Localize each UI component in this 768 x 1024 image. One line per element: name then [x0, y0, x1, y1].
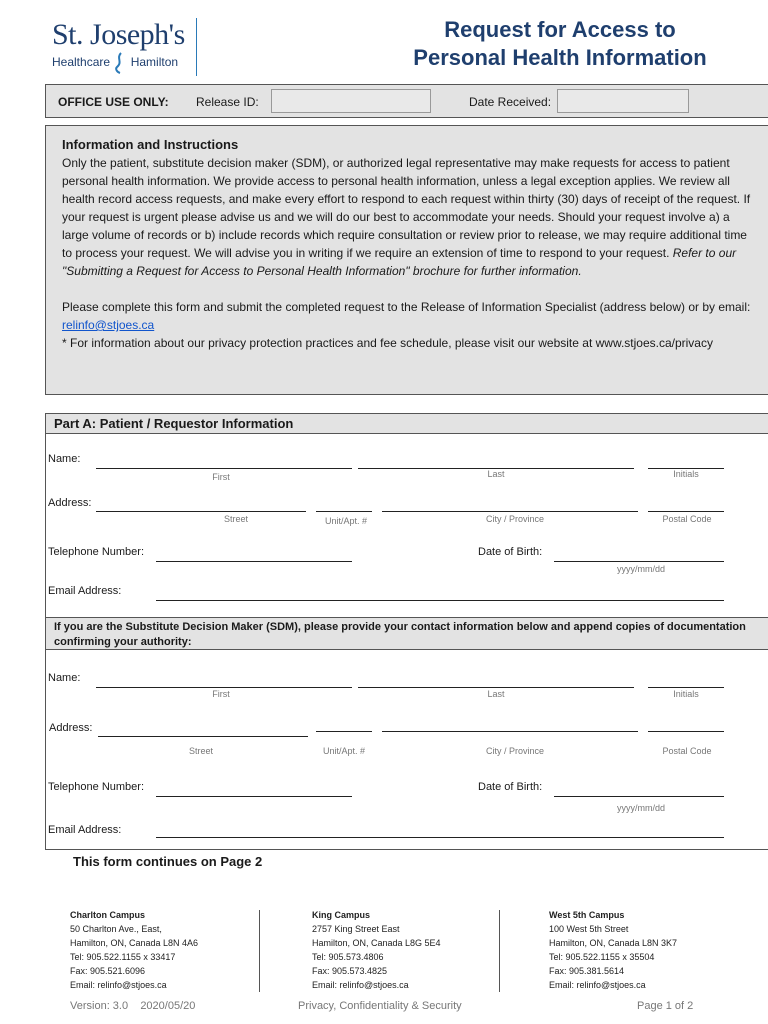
instructions-heading: Information and Instructions — [62, 137, 239, 152]
campus-line: 100 West 5th Street — [549, 924, 629, 934]
campus-line: Email: relinfo@stjoes.ca — [312, 980, 409, 990]
patient-name-label: Name: — [48, 453, 81, 465]
continues-note: This form continues on Page 2 — [73, 854, 263, 869]
patient-first-name-field[interactable] — [96, 468, 352, 469]
sdm-name-label: Name: — [48, 672, 81, 684]
sdm-city-caption: City / Province — [485, 746, 545, 756]
campus-line: Fax: 905.573.4825 — [312, 966, 388, 976]
sdm-last-name-field[interactable] — [358, 687, 634, 688]
campus-divider — [499, 910, 500, 992]
patient-street-field[interactable] — [96, 511, 306, 512]
campus-west-5th — [549, 908, 677, 992]
footer-center: Privacy, Confidentiality & Security — [298, 1000, 462, 1012]
sdm-unit-field[interactable] — [316, 731, 372, 732]
patient-dob-field[interactable] — [554, 561, 724, 562]
campus-line: Fax: 905.521.6096 — [70, 966, 146, 976]
version-label: Version: 3.0 2020/05/20 — [70, 1000, 196, 1012]
logo-sub-left: Healthcare — [52, 55, 111, 69]
campus-line: 2757 King Street East — [312, 924, 400, 934]
part-a-header: Part A: Patient / Requestor Information — [46, 414, 768, 434]
campus-line: Fax: 905.381.5614 — [549, 966, 625, 976]
campus-line: Email: relinfo@stjoes.ca — [70, 980, 167, 990]
sdm-initials-caption: Initials — [673, 689, 699, 699]
office-use-label: OFFICE USE ONLY: — [58, 95, 169, 109]
campus-line: Email: relinfo@stjoes.ca — [549, 980, 646, 990]
sdm-street-caption: Street — [188, 746, 213, 756]
campus-line: 50 Charlton Ave., East, — [70, 924, 162, 934]
initials-caption: Initials — [673, 469, 699, 479]
sdm-header: If you are the Substitute Decision Maker (SDM), please provide your contact information below and append copies of documentation confirming your authority: — [46, 617, 768, 650]
sdm-last-caption: Last — [487, 689, 505, 699]
patient-postal-field[interactable] — [648, 511, 724, 512]
submit-text: Please complete this form and submit the completed request to the Release of Information Specialist (address below) or by email: — [62, 300, 751, 314]
sdm-postal-caption: Postal Code — [662, 746, 712, 756]
page-title — [395, 16, 725, 72]
instructions-brochure-ref: Refer to our "Submitting a Request for Access to Personal Health Information" brochure for further information. — [62, 246, 737, 278]
submit-paragraph — [62, 298, 754, 334]
campus-line: Tel: 905.522.1155 x 33417 — [70, 952, 176, 962]
campus-charlton — [70, 908, 198, 992]
page-number: Page 1 of 2 — [637, 1000, 694, 1012]
campus-line: Hamilton, ON, Canada L8N 3K7 — [549, 938, 678, 948]
date-received-field[interactable] — [557, 89, 689, 113]
street-caption: Street — [223, 514, 248, 524]
instructions-box — [45, 125, 768, 395]
campus-line: Hamilton, ON, Canada L8N 4A6 — [70, 938, 199, 948]
sdm-postal-field[interactable] — [648, 731, 724, 732]
sdm-email-field[interactable] — [156, 837, 724, 838]
sdm-email-label: Email Address: — [48, 824, 122, 836]
sdm-address-label: Address: — [49, 722, 93, 734]
instructions-paragraph — [62, 154, 754, 280]
last-caption: Last — [487, 469, 505, 479]
sdm-dob-label: Date of Birth: — [478, 781, 543, 793]
campus-line: Tel: 905.522.1155 x 35504 — [549, 952, 655, 962]
email-link[interactable]: relinfo@stjoes.ca — [62, 318, 155, 332]
title-line-2: Personal Health Information — [413, 45, 707, 70]
patient-phone-field[interactable] — [156, 561, 352, 562]
sdm-street-field[interactable] — [98, 736, 308, 737]
patient-email-label: Email Address: — [48, 585, 122, 597]
patient-dob-label: Date of Birth: — [478, 546, 543, 558]
campus-line: Hamilton, ON, Canada L8G 5E4 — [312, 938, 441, 948]
logo-wordmark: St. Joseph's — [52, 18, 185, 51]
logo-divider — [196, 18, 197, 76]
release-id-field[interactable] — [271, 89, 431, 113]
postal-caption: Postal Code — [662, 514, 712, 524]
campus-divider — [259, 910, 260, 992]
campus-king — [312, 908, 441, 992]
sdm-first-caption: First — [212, 689, 230, 699]
date-received-label: Date Received: — [469, 95, 552, 109]
patient-address-label: Address: — [48, 497, 92, 509]
sdm-unit-caption: Unit/Apt. # — [322, 746, 366, 756]
sdm-dob-format-caption: yyyy/mm/dd — [616, 803, 665, 813]
logo-swoosh-icon — [114, 52, 124, 74]
privacy-note: * For information about our privacy protection practices and fee schedule, please visit our website at www.stjoes.ca/privacy — [62, 336, 713, 350]
campus-name: West 5th Campus — [549, 910, 625, 920]
sdm-phone-field[interactable] — [156, 796, 352, 797]
form-section — [45, 413, 768, 850]
patient-city-field[interactable] — [382, 511, 638, 512]
campus-name: Charlton Campus — [70, 910, 146, 920]
sdm-initials-field[interactable] — [648, 687, 724, 688]
office-use-bar — [45, 84, 768, 118]
patient-email-field[interactable] — [156, 600, 724, 601]
dob-format-caption: yyyy/mm/dd — [616, 564, 665, 574]
unit-caption: Unit/Apt. # — [324, 516, 368, 526]
first-caption: First — [212, 472, 230, 482]
release-id-label: Release ID: — [196, 95, 259, 109]
patient-phone-label: Telephone Number: — [48, 546, 145, 558]
sdm-dob-field[interactable] — [554, 796, 724, 797]
patient-unit-field[interactable] — [316, 511, 372, 512]
sdm-phone-label: Telephone Number: — [48, 781, 145, 793]
sdm-first-name-field[interactable] — [96, 687, 352, 688]
logo-sub-right: Hamilton — [130, 55, 179, 69]
title-line-1: Request for Access to — [444, 17, 676, 42]
instructions-text: Only the patient, substitute decision maker (SDM), or authorized legal representative may make requests for access to patient personal health information. We provide access to personal health information, unless a legal exception applies. We review all health record access requests, and make every effort to respond to each request within thirty (30) days of receipt of the request. If your request is urgent please advise us and we will do our best to accommodate your needs. Should your request involve a) a large volume of records or b) include records which require consultation or review prior to release, we may require additional time to process your request. We will advise you in writing if we require an extension of time to respond to your request. — [62, 156, 751, 260]
sdm-city-field[interactable] — [382, 731, 638, 732]
campus-name: King Campus — [312, 910, 371, 920]
campus-line: Tel: 905.573.4806 — [312, 952, 384, 962]
city-caption: City / Province — [485, 514, 545, 524]
